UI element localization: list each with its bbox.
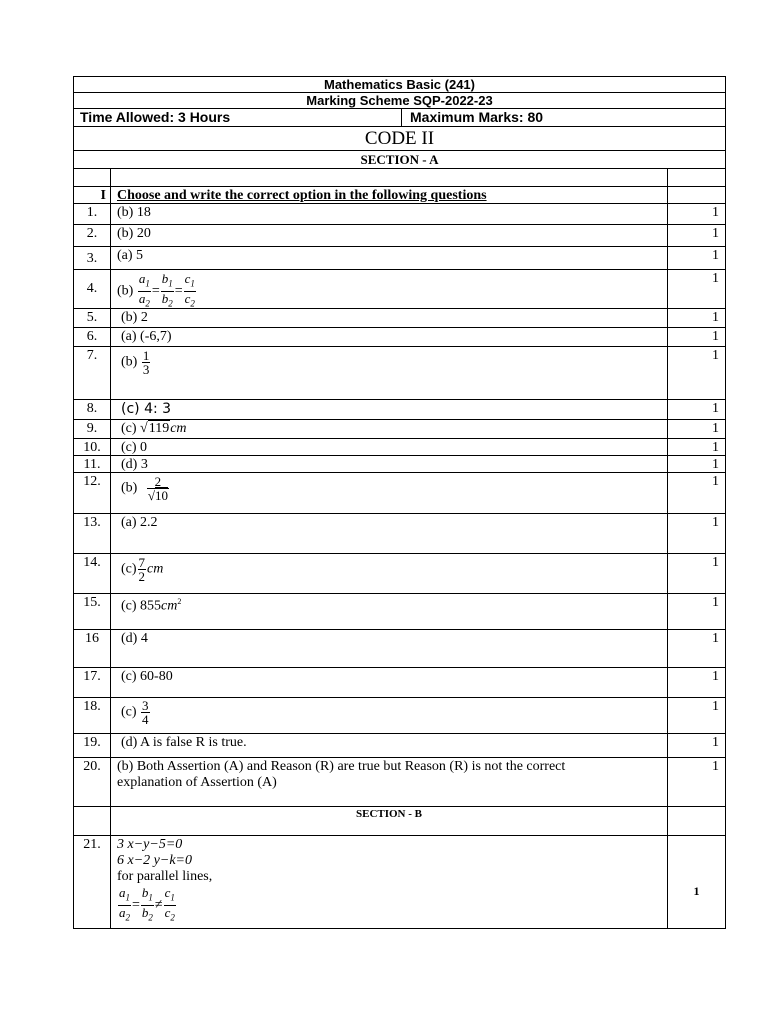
mark: 1 (712, 555, 719, 570)
exponent: 2 (177, 597, 182, 606)
mark: 1 (712, 271, 719, 286)
equation-2: 6 x−2 y−k=0 (117, 853, 192, 868)
question-row (73, 225, 726, 247)
equation-1: 3 x−y−5=0 (117, 837, 183, 852)
document-subtitle (73, 93, 726, 109)
answer: (b) 20 (111, 225, 668, 246)
answer: (c) 4: 3 (111, 400, 668, 419)
answer: (d) 3 (111, 456, 668, 472)
section-b-heading: SECTION - B (111, 807, 668, 835)
mark: 1 (712, 440, 719, 455)
document-title (73, 76, 726, 93)
question-row (73, 698, 726, 734)
answer: (d) 4 (111, 630, 668, 667)
answer: (c) 60-80 (111, 668, 668, 697)
question-row (73, 247, 726, 270)
fraction: $\frac{7}{2}$ (138, 555, 146, 584)
question-number: 14. (74, 554, 111, 593)
section-intro-row (73, 187, 726, 204)
question-number: 8. (74, 400, 111, 419)
answer (111, 698, 668, 733)
mark: 1 (712, 348, 719, 363)
question-row (73, 836, 726, 929)
answer: (a) 2.2 (111, 514, 668, 553)
question-row (73, 473, 726, 514)
question-number: 11. (74, 456, 111, 472)
mark: 1 (712, 248, 719, 263)
question-row (73, 456, 726, 473)
time-allowed: Time Allowed: 3 Hours (74, 109, 402, 126)
answer (111, 473, 668, 513)
question-number: 21. (74, 836, 111, 928)
answer (111, 554, 668, 593)
unit: cm (161, 598, 178, 614)
question-row (73, 554, 726, 594)
mark: 1 (712, 421, 719, 436)
condition-text: for parallel lines, (117, 869, 213, 884)
question-row (73, 309, 726, 328)
ratio-fraction: $\frac{a_1}{a_2}$ (138, 271, 150, 309)
subtitle-text: Marking Scheme SQP-2022-23 (306, 93, 493, 108)
mark: 1 (712, 515, 719, 530)
answer (111, 594, 668, 629)
question-row (73, 204, 726, 225)
option-label: (b) (117, 283, 134, 299)
answer: (c) 0 (111, 439, 668, 455)
question-number: 7. (74, 347, 111, 399)
marking-scheme-table (73, 76, 726, 929)
section-intro-text: Choose and write the correct option in the following questions (117, 188, 487, 203)
mark: 1 (712, 401, 719, 416)
unit: cm (170, 421, 187, 436)
mark: 1 (693, 884, 700, 898)
maximum-marks: Maximum Marks: 80 (410, 109, 544, 125)
question-row (73, 439, 726, 456)
question-row (73, 668, 726, 698)
answer: (b) $\frac{a_1}{a_2}$ = $\frac{b_1}{b_2}$ = $\frac{c_1}{c_2}$ (111, 270, 668, 308)
question-row (73, 270, 726, 309)
mark: 1 (712, 631, 719, 646)
blank-row (73, 169, 726, 187)
fraction: $\frac{3}{4}$ (142, 698, 149, 727)
mark: 1 (712, 669, 719, 684)
question-number: 2. (74, 225, 111, 246)
question-number: 19. (74, 734, 111, 757)
question-number: 13. (74, 514, 111, 553)
question-row (73, 594, 726, 630)
answer: (a) (-6,7) (111, 328, 668, 346)
title-text: Mathematics Basic (241) (323, 77, 475, 92)
mark: 1 (712, 310, 719, 325)
fraction: $\frac{2}{√10}$ (147, 474, 168, 503)
unit: cm (147, 561, 164, 577)
code-heading: CODE II (73, 127, 726, 151)
answer (111, 347, 668, 399)
question-number: 4. (74, 270, 111, 308)
answer: (b) 2 (111, 309, 668, 327)
question-number: 15. (74, 594, 111, 629)
section-intro-num: I (74, 187, 111, 203)
answer: (d) A is false R is true. (111, 734, 668, 757)
mark: 1 (712, 329, 719, 344)
answer (111, 420, 668, 438)
square-root: √119 (140, 421, 170, 436)
question-number: 6. (74, 328, 111, 346)
answer: (b) Both Assertion (A) and Reason (R) are true but Reason (R) is not the correct explanation of Assertion (A) (111, 758, 668, 806)
option-label: (c) (121, 421, 137, 436)
question-number: 9. (74, 420, 111, 438)
mark: 1 (712, 226, 719, 241)
question-number: 12. (74, 473, 111, 513)
answer: (a) 5 (111, 247, 668, 269)
mark: 1 (712, 474, 719, 489)
mark: 1 (712, 595, 719, 610)
question-row (73, 328, 726, 347)
question-number: 16 (74, 630, 111, 667)
answer: (b) 18 (111, 204, 668, 224)
option-label: (c) (121, 704, 137, 720)
mark: 1 (712, 759, 719, 774)
option-label: (b) (121, 354, 138, 370)
option-label: (c) 855 (121, 598, 162, 614)
option-label: (c) (121, 561, 137, 577)
mark: 1 (712, 457, 719, 472)
question-number: 18. (74, 698, 111, 733)
question-number: 5. (74, 309, 111, 327)
question-row (73, 758, 726, 807)
section-a-heading: SECTION - A (73, 151, 726, 169)
fraction: $\frac{1}{3}$ (142, 348, 150, 377)
question-row (73, 347, 726, 400)
question-row (73, 420, 726, 439)
time-marks-row (73, 109, 726, 127)
question-number: 17. (74, 668, 111, 697)
mark: 1 (712, 699, 719, 714)
question-row (73, 514, 726, 554)
mark: 1 (712, 205, 719, 220)
answer (111, 836, 668, 928)
mark: 1 (712, 735, 719, 750)
option-label: (b) (121, 480, 138, 496)
question-number: 3. (74, 247, 111, 269)
question-row (73, 734, 726, 758)
question-number: 10. (74, 439, 111, 455)
question-row (73, 630, 726, 668)
section-b-row (73, 807, 726, 836)
parallel-condition: $\frac{a_1}{a_2}$ = $\frac{b_1}{b_2}$ ≠ $\frac{c_1}{c_2}$ (119, 885, 175, 923)
question-row (73, 400, 726, 420)
question-number: 1. (74, 204, 111, 224)
question-number: 20. (74, 758, 111, 806)
